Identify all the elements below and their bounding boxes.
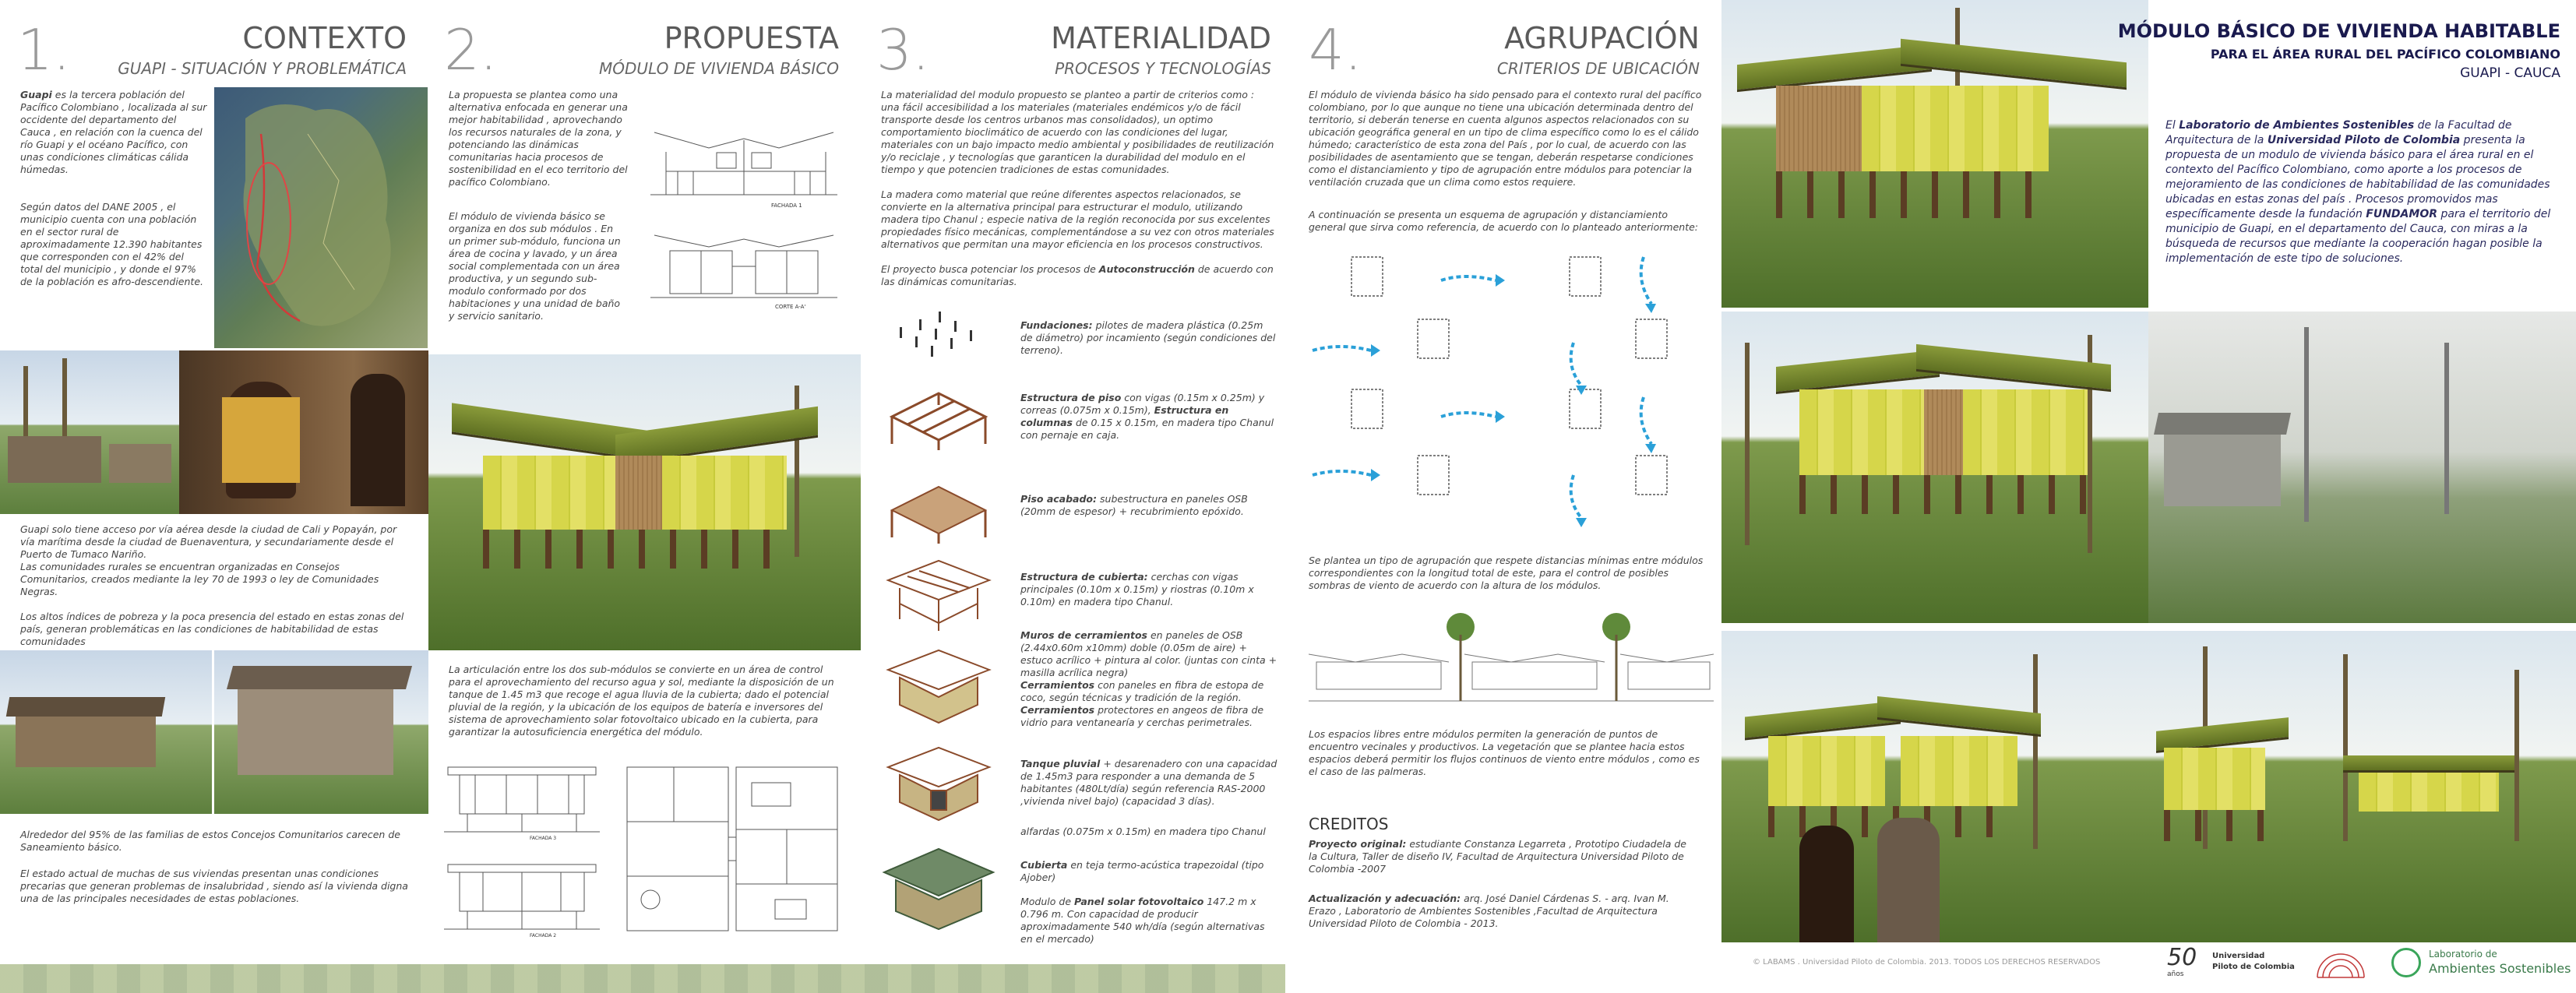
poster-location: GUAPI - CAUCA <box>2460 65 2560 81</box>
material-item: Tanque pluvial + desarenadero con una capacidad de 1.45m3 para responder a una demanda de 5 habitantes (480Lt/día) según referencia RAS-2000 ,vivienda nivel bajo) (capacidad 3 días). <box>1020 758 1277 807</box>
paragraph: A continuación se presenta un esquema de agrupación y distanciamiento general que sirva como referencia, de acuerdo con lo planteado anteriormente: <box>1309 209 1699 233</box>
elevation-drawing <box>444 853 600 938</box>
copyright: © LABAMS . Universidad Piloto de Colombia. 2013. TODOS LOS DERECHOS RESERVADOS <box>1753 958 2101 967</box>
logo-text: Universidad <box>2212 952 2265 960</box>
village-photo <box>2148 312 2576 623</box>
logo-text: Ambientes Sostenibles <box>2429 961 2571 976</box>
drawing-caption: FACHADA 1 <box>771 202 802 209</box>
poster-title: MÓDULO BÁSICO DE VIVIENDA HABITABLE <box>2117 20 2560 42</box>
drawing-caption: FACHADA 3 <box>530 836 557 841</box>
title-block <box>2117 0 2576 308</box>
paragraph: Guapi solo tiene acceso por vía aérea desde la ciudad de Cali y Popayán, por vía marítima desde la ciudad de Buenaventura, y secundariamente desde el Puerto de Tumaco Nariño. Las comunidades rurales se encuentran organizadas en Consejos Comunitarios, creados mediante la ley 70 de 1993 o ley de Comunidades Negras. Los altos índices de pobreza y la poca presencia del estado en estas zonas del país, generan problemáticas en las condiciones de habitabilidad de estas comunidades <box>20 523 404 647</box>
drawing-caption: CORTE A-A' <box>775 304 806 310</box>
house-render <box>1721 0 2148 308</box>
paragraph: La articulación entre los dos sub-módulos se convierte en un área de control para el aprovechamiento del recurso agua y sol, mediante la disposición de un tanque de 1.45 m3 que recoge el agua lluvia de la cubierta; dado el potencial pluvial de la región, y la ubicación de los equipos de batería e inversores del sistema de aprovechamiento solar fotovoltaico ubicado en la cubierta, para garantizar la autosuficiencia energética del módulo. <box>449 664 834 738</box>
roof-diagram <box>880 845 997 931</box>
section-drawing <box>647 109 841 210</box>
floor-finish-diagram <box>884 475 993 545</box>
grouping-diagram <box>1309 241 1714 537</box>
paragraph: Guapi es la tercera población del Pacífico Colombiano , localizada al sur occidente del departamento del Cauca , en relación con la cuenca del río Guapi y el océano Pacífico, con unas condiciones climáticas cálida húmedas. <box>20 89 207 175</box>
paragraph: La madera como material que reúne diferentes aspectos relacionados, se convierte en la alternativa principal para estructurar el modulo, utilizando madera tipo Chanul ; especie nativa de la región reconocida por sus excelentes propiedades físico mecánicas, complementándose a su vez con otros materiales alternativos que permitan una mayor eficiencia en los procesos constructivos. <box>881 188 1274 250</box>
section-materialidad <box>861 0 1293 993</box>
logo-subtext: años <box>2167 970 2184 978</box>
credit-item: Proyecto original: estudiante Constanza Legarreta , Prototipo Ciudadela de la Cultura, Taller de diseño IV, Facultad de Arquitectura Universidad Piloto de Colombia -2007 <box>1309 838 1686 875</box>
houses-photo <box>214 650 428 814</box>
section-propuesta <box>428 0 861 993</box>
university-logo <box>2167 944 2295 983</box>
paragraph: Se plantea un tipo de agrupación que respete distancias mínimas entre módulos correspondientes con la longitud total de este, para el control de posibles sombras de viento de acuerdo con la altura de los módulos. <box>1309 555 1704 591</box>
vegetation-strip <box>0 964 1285 993</box>
houses-photo <box>0 650 212 814</box>
paragraph: La propuesta se plantea como una alternativa enfocada en generar una mejor habitabilidad , aprovechando los recursos naturales de la zona, y potenciando las dinámicas comunitarias hacia procesos de sostenibilidad en el eco territorio del pacífico Colombiano. <box>449 89 628 188</box>
paragraph: El estado actual de muchas de sus viviendas presentan unas condiciones precarias que generan problemas de insalubridad , siendo así la vivienda digna una de las principales necesidades de estas poblaciones. <box>20 868 408 904</box>
roof-structure-diagram <box>884 557 993 635</box>
leaf-icon <box>2391 948 2421 977</box>
material-item: Modulo de Panel solar fotovoltaico 147.2 m x 0.796 m. Con capacidad de producir aproximadamente 540 wh/día (según alternativas en el mercado) <box>1020 896 1265 945</box>
village-photo <box>0 350 179 514</box>
section-subtitle: MÓDULO DE VIVIENDA BÁSICO <box>599 59 839 78</box>
paragraph: El proyecto busca potenciar los procesos de Autoconstrucción de acuerdo con las dinámicas comunitarias. <box>881 263 1274 287</box>
section-subtitle: CRITERIOS DE UBICACIÓN <box>1496 59 1700 78</box>
section-title: MATERIALIDAD <box>1051 21 1271 55</box>
lab-logo <box>2391 944 2571 983</box>
logo-number: 50 <box>2167 944 2197 971</box>
faculty-logo <box>2313 942 2368 985</box>
paragraph: Alrededor del 95% de las familias de estos Concejos Comunitarios carecen de Saneamiento básico. <box>20 829 400 853</box>
logo-text: Laboratorio de <box>2429 949 2497 960</box>
floor-plan <box>619 759 845 938</box>
material-item: Cubierta en teja termo-acústica trapezoidal (tipo Ajober) <box>1020 859 1264 883</box>
children-photo <box>179 350 428 514</box>
plan-drawing <box>647 220 841 313</box>
paragraph: El módulo de vivienda básico ha sido pensado para el contexto rural del pacífico colombiano, por lo que aunque no tiene una ubicación determinada dentro del territorio, si deberán tenerse en cuenta algunos aspectos relacionados con su ubicación geográfica general en un tipo de clima específico como lo es el cálido húmedo; característico de esta zona del País , por lo cual, de acuerdo con las posibilidades de asentamiento que se tengan, deberán respetarse condiciones como el distanciamiento y tipo de agrupación entre módulos para potenciar la ventilación cruzada que un clima como estos requiere. <box>1309 89 1702 188</box>
poster-subtitle: PARA EL ÁREA RURAL DEL PACÍFICO COLOMBIANO <box>2210 47 2560 62</box>
foundation-diagram <box>892 312 993 358</box>
elevation-drawing <box>444 755 600 841</box>
house-render <box>428 354 861 650</box>
logo-text: Piloto de Colombia <box>2212 963 2295 971</box>
intro-paragraph: El Laboratorio de Ambientes Sostenibles de la Facultad de Arquitectura de la Universidad Piloto de Colombia presenta la propuesta de un modulo de vivienda básico para el área rural en el contexto del Pacífico Colombiano, como aporte a los procesos de mejoramiento de las condiciones de habitabilidad de las comunidades ubicadas en estas zonas del país . Procesos promovidos mas específicamente desde la fundación FUNDAMOR para el territorio del municipio de Guapi, en el departamento del Cauca, con miras a la búsqueda de recursos que mediante la cooperación hagan posible la implementación de este tipo de soluciones. <box>2165 119 2551 265</box>
material-item: Estructura de cubierta: cerchas con vigas principales (0.10m x 0.15m) y riostras (0.10m x 0.10m) en madera tipo Chanul. <box>1020 571 1254 607</box>
section-renders <box>1721 0 2576 993</box>
house-render <box>2148 631 2576 942</box>
section-number: 3. <box>876 17 930 83</box>
drawing-caption: FACHADA 2 <box>530 933 557 938</box>
paragraph: Los espacios libres entre módulos permiten la generación de puntos de encuentro vecinales y productivos. La vegetación que se plantee hacia estos espacios deberá permitir los flujos continuos de viento entre módulos , como es el caso de las palmeras. <box>1309 728 1700 777</box>
palm-section-drawing <box>1309 607 1714 709</box>
section-number: 1. <box>17 17 71 83</box>
section-title: AGRUPACIÓN <box>1504 21 1700 55</box>
credits-heading: CREDITOS <box>1309 815 1389 833</box>
section-subtitle: PROCESOS Y TECNOLOGÍAS <box>1055 59 1271 78</box>
house-render <box>1721 631 2148 942</box>
material-item: Fundaciones: pilotes de madera plástica (0.25m de diámetro) por incamiento (según condiciones del terreno). <box>1020 319 1276 356</box>
section-title: CONTEXTO <box>242 21 407 55</box>
map-image <box>214 87 428 348</box>
house-render <box>1721 312 2148 623</box>
section-title: PROPUESTA <box>664 21 839 55</box>
section-number: 2. <box>444 17 498 83</box>
material-item: Piso acabado: subestructura en paneles OSB (20mm de espesor) + recubrimiento epóxido. <box>1020 493 1248 517</box>
section-number: 4. <box>1309 17 1362 83</box>
tank-diagram <box>884 744 993 822</box>
walls-diagram <box>884 646 993 724</box>
section-subtitle: GUAPI - SITUACIÓN Y PROBLEMÁTICA <box>118 59 407 78</box>
credit-item: Actualización y adecuación: arq. José Daniel Cárdenas S. - arq. Ivan M. Erazo , Laboratorio de Ambientes Sostenibles ,Facultad de Arquitectura Universidad Piloto de Colombia - 2013. <box>1309 893 1669 929</box>
material-item: Muros de cerramientos en paneles de OSB (2.44x0.60m x10mm) doble (0.05m de aire) + estuco acrílico + pintura al color. (juntas con cinta + masilla acrílica negra) Cerramientos con paneles en fibra de estopa de coco, según técnicas y tradición de la región. Cerramientos protectores en angeos de fibra de vidrio para ventanearía y cerchas perimetrales. <box>1020 629 1277 728</box>
section-agrupacion <box>1293 0 1721 993</box>
floor-structure-diagram <box>884 382 993 452</box>
material-item: Estructura de piso con vigas (0.15m x 0.25m) y correas (0.075m x 0.15m), Estructura en columnas de 0.15 x 0.15m, en madera tipo Chanul con pernaje en caja. <box>1020 392 1274 441</box>
paragraph: La materialidad del modulo propuesto se planteo a partir de criterios como : una fácil accesibilidad a los materiales (materiales endémicos y/o de fácil transporte desde los centros urbanos mas consolidados), un optimo comportamiento bioclimático de acuerdo con las condiciones del lugar, materiales con un bajo impacto medio ambiental y posibilidades de reutilización y/o reciclaje , y tecnologías que garanticen la durabilidad del modulo en el tiempo y que potencien tradiciones de estas comunidades. <box>881 89 1274 175</box>
paragraph: Según datos del DANE 2005 , el municipio cuenta con una población en el sector rural de aproximadamente 12.390 habitantes que corresponden con el 42% del total del municipio , y donde el 97% de la población es afro-descendiente. <box>20 201 203 287</box>
paragraph: El módulo de vivienda básico se organiza en dos sub módulos . En un primer sub-módulo, funciona un área de cocina y lavado, y un área social complementada con un área productiva, y un segundo sub-modulo conformado por dos habitaciones y una unidad de baño y servicio sanitario. <box>449 210 621 322</box>
section-contexto <box>0 0 428 993</box>
material-item: alfardas (0.075m x 0.15m) en madera tipo Chanul <box>1020 826 1266 837</box>
